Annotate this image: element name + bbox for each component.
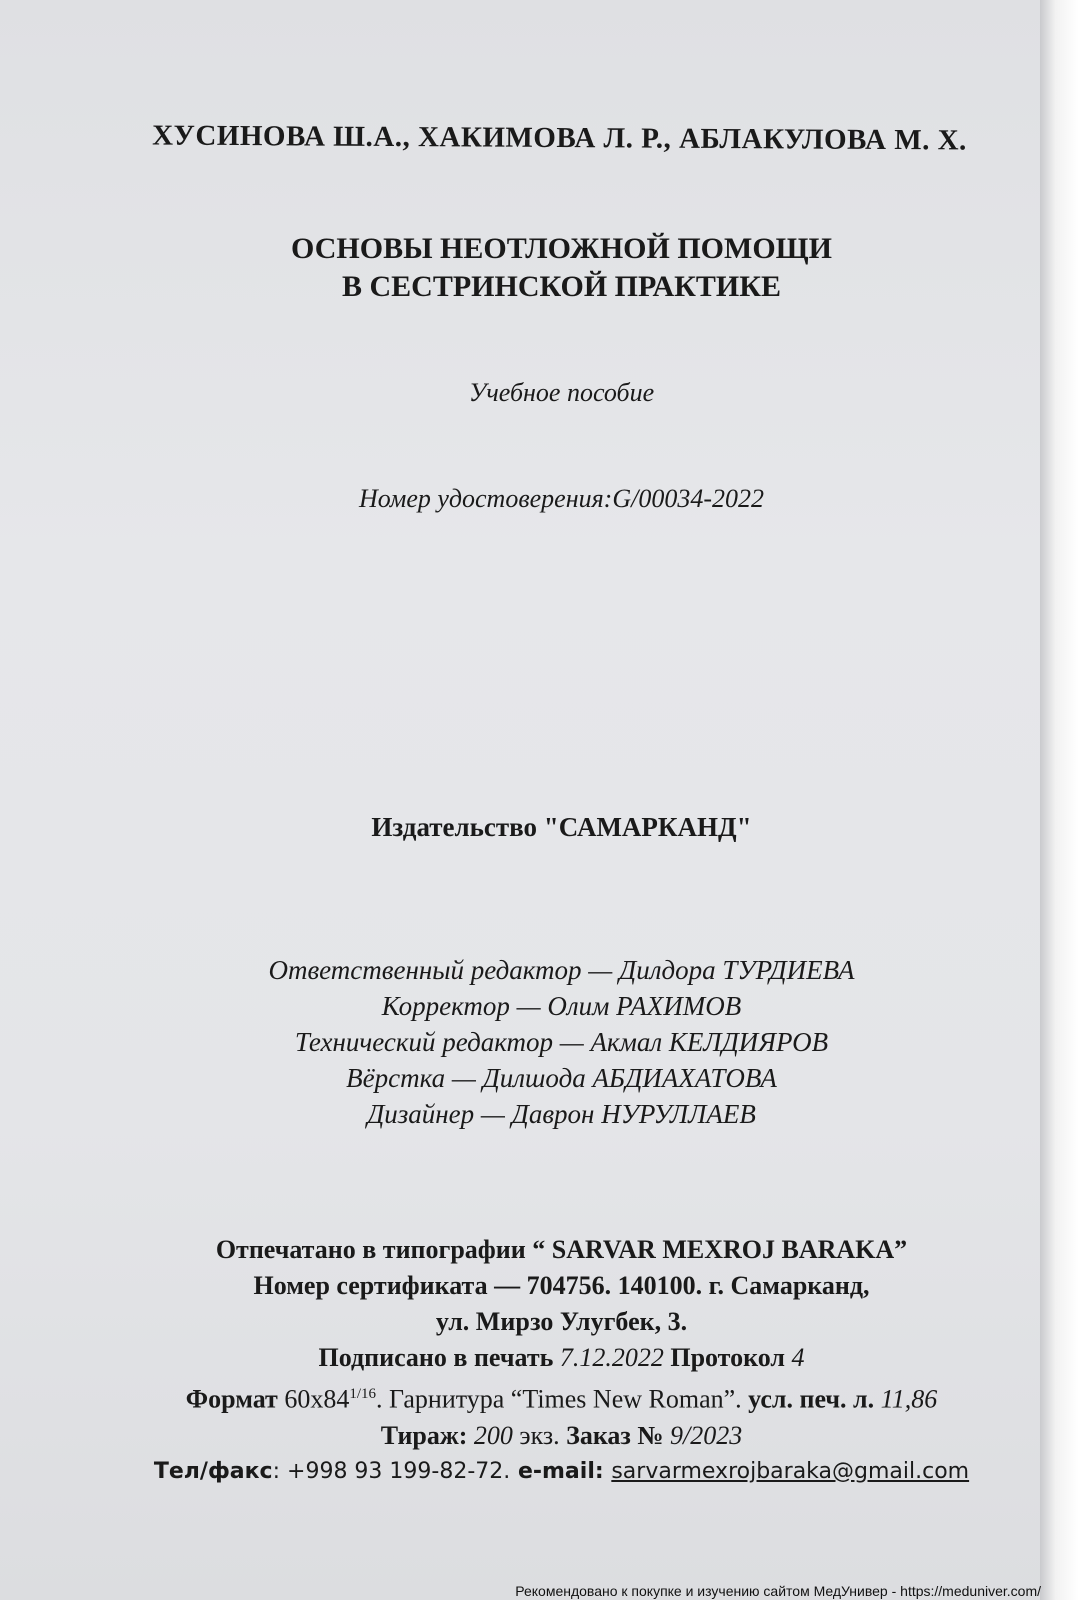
printed-at: Отпечатано в типографии “ SARVAR MEXROJ BARAKA” [215,1235,908,1264]
run-label: Тираж: [380,1420,468,1450]
order-label: Заказ № [566,1420,664,1450]
format-value: 60x84 [284,1384,350,1414]
print-certificate: Номер сертификата — 704756. 140100. г. Самарканд, [253,1271,870,1300]
footer-recommendation: Рекомендовано к покупке и изучению сайтом МедУнивер - https://meduniver.com/ [515,1583,1041,1599]
credit-layout: Вёрстка — Дилшода АБДИАХАТОВА [346,1063,777,1093]
format-label: Формат [185,1384,278,1414]
credit-proofreader: Корректор — Олим РАХИМОВ [381,991,742,1021]
contact-line [22,1454,1079,1490]
book-title-line-2: В СЕСТРИНСКОЙ ПРАКТИКЕ [341,270,782,303]
authors: ХУСИНОВА Ш.А., ХАКИМОВА Л. Р., АБЛАКУЛОВА М. Х. [152,119,967,157]
phone-label: Тел/факс [153,1458,273,1484]
format-line [22,1376,1079,1418]
credit-technical-editor: Технический редактор — Акмал КЕЛДИЯРОВ [294,1027,829,1057]
print-address: ул. Мирзо Улугбек, 3. [435,1307,688,1336]
book-title [22,230,1079,306]
book-subtitle: Учебное пособие [468,378,655,407]
phone-value: : +998 93 199-82-72. [272,1458,511,1484]
email-label: e-mail: [517,1458,604,1484]
protocol-label: Протокол [670,1343,785,1372]
order-value: 9/2023 [670,1420,743,1450]
certificate-number: Номер удостоверения:G/00034-2022 [358,484,765,513]
signed-date: 7.12.2022 [559,1343,664,1372]
publisher: Издательство "САМАРКАНД" [371,812,752,842]
credits [22,952,1079,1132]
book-title-line-1: ОСНОВЫ НЕОТЛОЖНОЙ ПОМОЩИ [291,232,832,265]
sheets-value: 11,86 [880,1384,938,1414]
typeface: . Гарнитура “Times New Roman”. [376,1384,742,1414]
email-link[interactable]: sarvarmexrojbaraka@gmail.com [611,1458,970,1484]
format-sup: 1/16 [349,1386,376,1402]
run-line [22,1418,1079,1454]
protocol-number: 4 [791,1343,805,1372]
signed-line [22,1340,1079,1376]
run-value: 200 [473,1420,513,1450]
sheets-label: усл. печ. л. [748,1384,875,1414]
printing-info [22,1232,1079,1490]
credit-designer: Дизайнер — Даврон НУРУЛЛАЕВ [367,1099,756,1129]
credit-editor: Ответственный редактор — Дилдора ТУРДИЕВА [268,955,855,985]
run-unit: экз. [519,1420,560,1450]
signed-label: Подписано в печать [318,1343,554,1372]
